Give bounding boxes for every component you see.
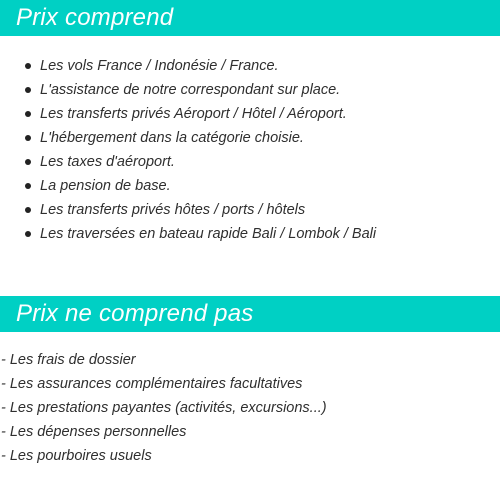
bullet-icon bbox=[25, 111, 31, 117]
bullet-icon bbox=[25, 63, 31, 69]
list-item-text: Les taxes d'aéroport. bbox=[40, 154, 175, 170]
list-item-text: Les transferts privés hôtes / ports / hôtels bbox=[40, 202, 306, 218]
list-item: - Les frais de dossier bbox=[1, 352, 136, 368]
list-item-text: La pension de base. bbox=[40, 178, 171, 194]
list-item-text: Les traversées en bateau rapide Bali / Lombok / Bali bbox=[40, 226, 377, 242]
bullet-icon bbox=[25, 159, 31, 165]
bullet-icon bbox=[25, 183, 31, 189]
list-item bbox=[0, 198, 376, 222]
excludes-header: Prix ne comprend pas bbox=[0, 296, 500, 332]
list-item bbox=[0, 54, 376, 78]
excludes-list bbox=[0, 348, 327, 468]
list-item: - Les prestations payantes (activités, excursions...) bbox=[1, 400, 327, 416]
includes-list bbox=[0, 54, 376, 246]
list-item bbox=[0, 174, 376, 198]
bullet-icon bbox=[25, 87, 31, 93]
list-item-text: Les transferts privés Aéroport / Hôtel / Aéroport. bbox=[40, 106, 347, 122]
list-item bbox=[0, 222, 376, 246]
list-item-text: L'assistance de notre correspondant sur place. bbox=[40, 82, 341, 98]
list-item bbox=[0, 126, 376, 150]
bullet-icon bbox=[25, 231, 31, 237]
bullet-icon bbox=[25, 207, 31, 213]
list-item bbox=[0, 102, 376, 126]
bullet-icon bbox=[25, 135, 31, 141]
list-item bbox=[0, 78, 376, 102]
list-item bbox=[0, 150, 376, 174]
list-item: - Les pourboires usuels bbox=[1, 448, 152, 464]
list-item: - Les assurances complémentaires facultatives bbox=[1, 376, 303, 392]
includes-header: Prix comprend bbox=[0, 0, 500, 36]
list-item-text: L'hébergement dans la catégorie choisie. bbox=[40, 130, 304, 146]
list-item: - Les dépenses personnelles bbox=[1, 424, 187, 440]
list-item-text: Les vols France / Indonésie / France. bbox=[40, 58, 279, 74]
